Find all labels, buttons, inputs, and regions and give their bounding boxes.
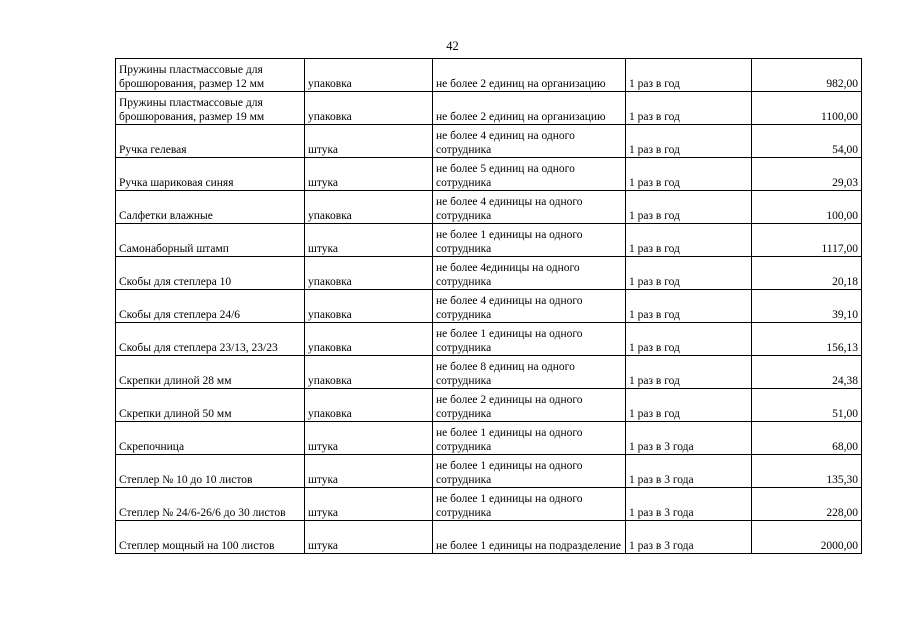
norm-cell: не более 1 единицы на одного сотрудника	[433, 455, 626, 488]
norm-cell: не более 1 единицы на одного сотрудника	[433, 488, 626, 521]
norm-cell: не более 4 единицы на одного сотрудника	[433, 191, 626, 224]
price-cell: 54,00	[752, 125, 862, 158]
table-row	[116, 455, 862, 488]
price-cell: 135,30	[752, 455, 862, 488]
item-name-cell: Степлер мощный на 100 листов	[116, 521, 305, 554]
unit-cell: штука	[305, 422, 433, 455]
item-name-cell: Скрепки длиной 50 мм	[116, 389, 305, 422]
unit-cell: упаковка	[305, 323, 433, 356]
period-cell: 1 раз в 3 года	[626, 455, 752, 488]
item-name-cell: Скрепочница	[116, 422, 305, 455]
item-name-cell: Скобы для степлера 23/13, 23/23	[116, 323, 305, 356]
item-name-cell: Скобы для степлера 10	[116, 257, 305, 290]
period-cell: 1 раз в год	[626, 356, 752, 389]
table-row	[116, 158, 862, 191]
table-row	[116, 92, 862, 125]
period-cell: 1 раз в год	[626, 323, 752, 356]
table-row	[116, 323, 862, 356]
price-cell: 29,03	[752, 158, 862, 191]
norm-cell: не более 4 единиц на одного сотрудника	[433, 125, 626, 158]
item-name-cell: Самонаборный штамп	[116, 224, 305, 257]
page-number: 42	[446, 39, 459, 53]
period-cell: 1 раз в год	[626, 191, 752, 224]
period-cell: 1 раз в год	[626, 125, 752, 158]
table-row	[116, 290, 862, 323]
price-cell: 24,38	[752, 356, 862, 389]
item-name-cell: Пружины пластмассовые для брошюрования, размер 19 мм	[116, 92, 305, 125]
period-cell: 1 раз в 3 года	[626, 422, 752, 455]
unit-cell: упаковка	[305, 389, 433, 422]
price-cell: 68,00	[752, 422, 862, 455]
item-name-cell: Степлер № 10 до 10 листов	[116, 455, 305, 488]
table-row	[116, 191, 862, 224]
unit-cell: упаковка	[305, 59, 433, 92]
price-cell: 2000,00	[752, 521, 862, 554]
table-row	[116, 422, 862, 455]
item-name-cell: Салфетки влажные	[116, 191, 305, 224]
price-cell: 39,10	[752, 290, 862, 323]
table-row	[116, 521, 862, 554]
item-name-cell: Скобы для степлера 24/6	[116, 290, 305, 323]
period-cell: 1 раз в 3 года	[626, 521, 752, 554]
period-cell: 1 раз в год	[626, 290, 752, 323]
table-row	[116, 389, 862, 422]
price-cell: 1100,00	[752, 92, 862, 125]
price-cell: 982,00	[752, 59, 862, 92]
norm-cell: не более 4единицы на одного сотрудника	[433, 257, 626, 290]
table-row	[116, 125, 862, 158]
period-cell: 1 раз в год	[626, 158, 752, 191]
item-name-cell: Скрепки длиной 28 мм	[116, 356, 305, 389]
price-cell: 51,00	[752, 389, 862, 422]
norm-cell: не более 4 единицы на одного сотрудника	[433, 290, 626, 323]
unit-cell: штука	[305, 224, 433, 257]
unit-cell: упаковка	[305, 191, 433, 224]
unit-cell: упаковка	[305, 356, 433, 389]
unit-cell: штука	[305, 521, 433, 554]
table-row	[116, 59, 862, 92]
item-name-cell: Степлер № 24/6-26/6 до 30 листов	[116, 488, 305, 521]
norm-cell: не более 5 единиц на одного сотрудника	[433, 158, 626, 191]
norm-cell: не более 2 единиц на организацию	[433, 59, 626, 92]
norm-cell: не более 1 единицы на подразделение	[433, 521, 626, 554]
table-body	[116, 59, 862, 554]
unit-cell: штука	[305, 455, 433, 488]
unit-cell: штука	[305, 158, 433, 191]
norm-cell: не более 8 единиц на одного сотрудника	[433, 356, 626, 389]
price-cell: 156,13	[752, 323, 862, 356]
unit-cell: штука	[305, 488, 433, 521]
unit-cell: упаковка	[305, 290, 433, 323]
norm-cell: не более 1 единицы на одного сотрудника	[433, 323, 626, 356]
period-cell: 1 раз в год	[626, 389, 752, 422]
item-name-cell: Ручка шариковая синяя	[116, 158, 305, 191]
unit-cell: штука	[305, 125, 433, 158]
item-name-cell: Ручка гелевая	[116, 125, 305, 158]
period-cell: 1 раз в год	[626, 59, 752, 92]
period-cell: 1 раз в 3 года	[626, 488, 752, 521]
price-cell: 20,18	[752, 257, 862, 290]
period-cell: 1 раз в год	[626, 257, 752, 290]
period-cell: 1 раз в год	[626, 224, 752, 257]
norm-cell: не более 2 единицы на одного сотрудника	[433, 389, 626, 422]
table-row	[116, 356, 862, 389]
table-row	[116, 224, 862, 257]
item-name-cell: Пружины пластмассовые для брошюрования, размер 12 мм	[116, 59, 305, 92]
norm-cell: не более 2 единиц на организацию	[433, 92, 626, 125]
price-cell: 1117,00	[752, 224, 862, 257]
price-cell: 100,00	[752, 191, 862, 224]
unit-cell: упаковка	[305, 92, 433, 125]
norm-cell: не более 1 единицы на одного сотрудника	[433, 422, 626, 455]
table-row	[116, 257, 862, 290]
period-cell: 1 раз в год	[626, 92, 752, 125]
table-row	[116, 488, 862, 521]
unit-cell: упаковка	[305, 257, 433, 290]
supply-norms-table	[115, 58, 862, 554]
price-cell: 228,00	[752, 488, 862, 521]
norm-cell: не более 1 единицы на одного сотрудника	[433, 224, 626, 257]
